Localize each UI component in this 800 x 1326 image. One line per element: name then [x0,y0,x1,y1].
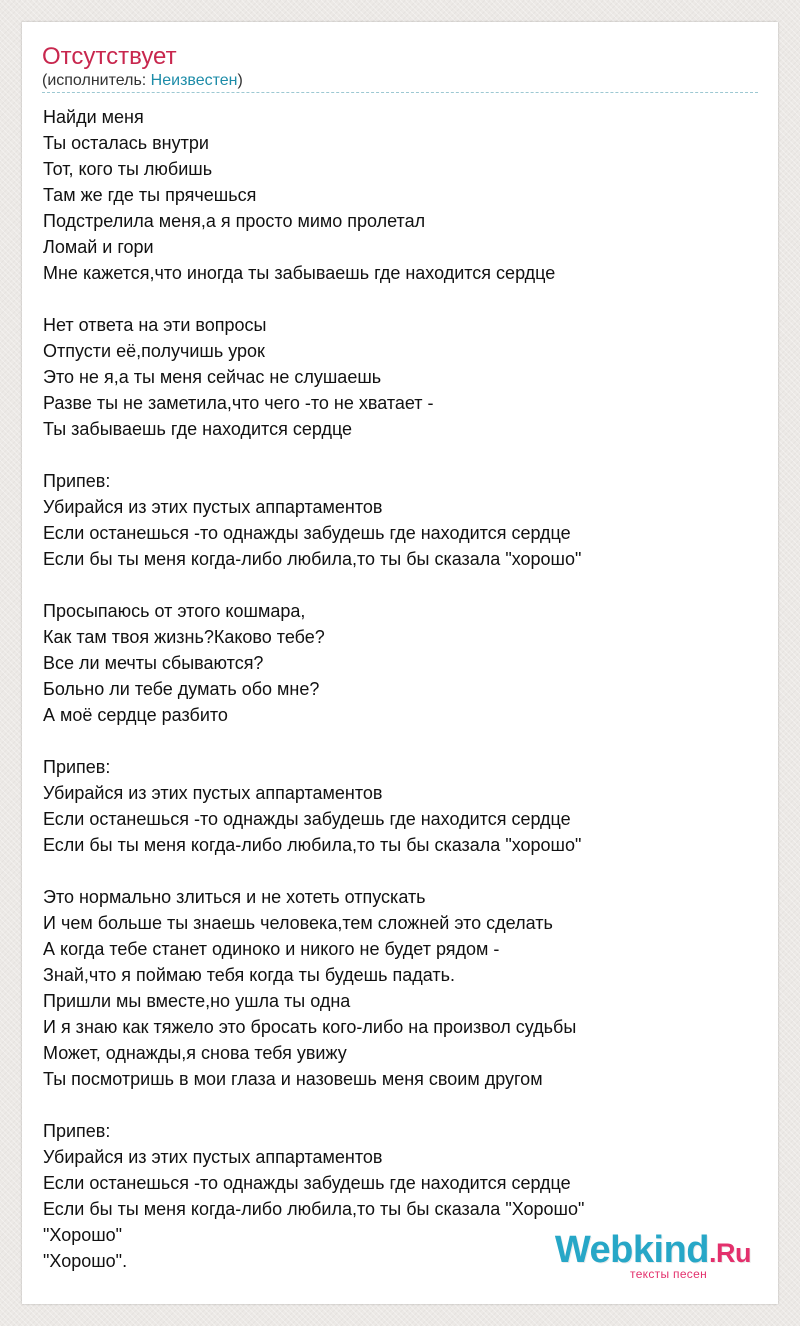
logo-wordmark [555,1231,751,1272]
site-logo[interactable] [555,1231,751,1281]
lyric-line: Ты осталась внутри [43,133,209,153]
logo-tagline: тексты песен [630,1267,707,1281]
lyric-line: Ломай и гори [43,237,154,257]
lyric-line: Просыпаюсь от этого кошмара, [43,601,306,621]
lyric-line: Подстрелила меня,а я просто мимо пролетал [43,211,426,231]
lyric-line: Припев: [43,471,111,491]
lyric-line: И я знаю как тяжело это бросать кого-либо на произвол судьбы [43,1017,577,1037]
logo-tld: .Ru [709,1238,751,1268]
lyric-line: "Хорошо" [43,1225,123,1245]
lyric-line: Может, однажды,я снова тебя увижу [43,1043,347,1063]
lyric-line: А когда тебе станет одиноко и никого не будет рядом - [43,939,500,959]
lyric-line: Ты забываешь где находится сердце [43,419,353,439]
lyric-line: Если останешься -то однажды забудешь где находится сердце [43,1173,571,1193]
lyric-line: А моё сердце разбито [43,705,228,725]
lyric-line: Припев: [43,757,111,777]
stanza-gap [43,286,743,312]
stanza-gap [43,1092,743,1118]
artist-prefix: (исполнитель: [42,72,151,89]
dashed-divider [42,92,758,93]
lyric-line: Припев: [43,1121,111,1141]
lyric-line: Все ли мечты сбываются? [43,653,264,673]
lyric-line: Как там твоя жизнь?Каково тебе? [43,627,325,647]
song-title: Отсутствует [42,43,177,70]
lyric-line: Отпусти её,получишь урок [43,341,265,361]
artist-suffix: ) [237,72,243,89]
stanza-gap [43,858,743,884]
lyric-line: И чем больше ты знаешь человека,тем сложней это сделать [43,913,553,933]
logo-main-text: Webkind [554,1229,709,1271]
lyric-line: "Хорошо". [43,1251,128,1271]
artist-link[interactable]: Неизвестен [150,72,238,89]
lyrics-text [43,104,743,1274]
lyric-line: Это нормально злиться и не хотеть отпускать [43,887,426,907]
lyric-line: Убирайся из этих пустых аппартаментов [43,1147,383,1167]
stanza-gap [43,442,743,468]
lyric-line: Знай,что я поймаю тебя когда ты будешь падать. [43,965,455,985]
lyric-line: Если бы ты меня когда-либо любила,то ты бы сказала "Хорошо" [43,1199,585,1219]
lyric-line: Пришли мы вместе,но ушла ты одна [43,991,351,1011]
lyric-line: Убирайся из этих пустых аппартаментов [43,783,383,803]
stanza-gap [43,572,743,598]
lyric-line: Это не я,а ты меня сейчас не слушаешь [43,367,382,387]
artist-line [42,71,243,91]
stanza-gap [43,728,743,754]
lyric-line: Тот, кого ты любишь [43,159,213,179]
lyric-line: Если останешься -то однажды забудешь где находится сердце [43,809,571,829]
lyric-line: Убирайся из этих пустых аппартаментов [43,497,383,517]
lyrics-card [22,22,778,1304]
lyric-line: Там же где ты прячешься [43,185,257,205]
lyric-line: Если останешься -то однажды забудешь где находится сердце [43,523,571,543]
lyric-line: Больно ли тебе думать обо мне? [43,679,320,699]
lyric-line: Если бы ты меня когда-либо любила,то ты бы сказала "хорошо" [43,549,582,569]
lyric-line: Найди меня [43,107,144,127]
lyric-line: Ты посмотришь в мои глаза и назовешь меня своим другом [43,1069,543,1089]
lyric-line: Разве ты не заметила,что чего -то не хватает - [43,393,434,413]
lyric-line: Мне кажется,что иногда ты забываешь где находится сердце [43,263,556,283]
lyric-line: Если бы ты меня когда-либо любила,то ты бы сказала "хорошо" [43,835,582,855]
lyric-line: Нет ответа на эти вопросы [43,315,267,335]
